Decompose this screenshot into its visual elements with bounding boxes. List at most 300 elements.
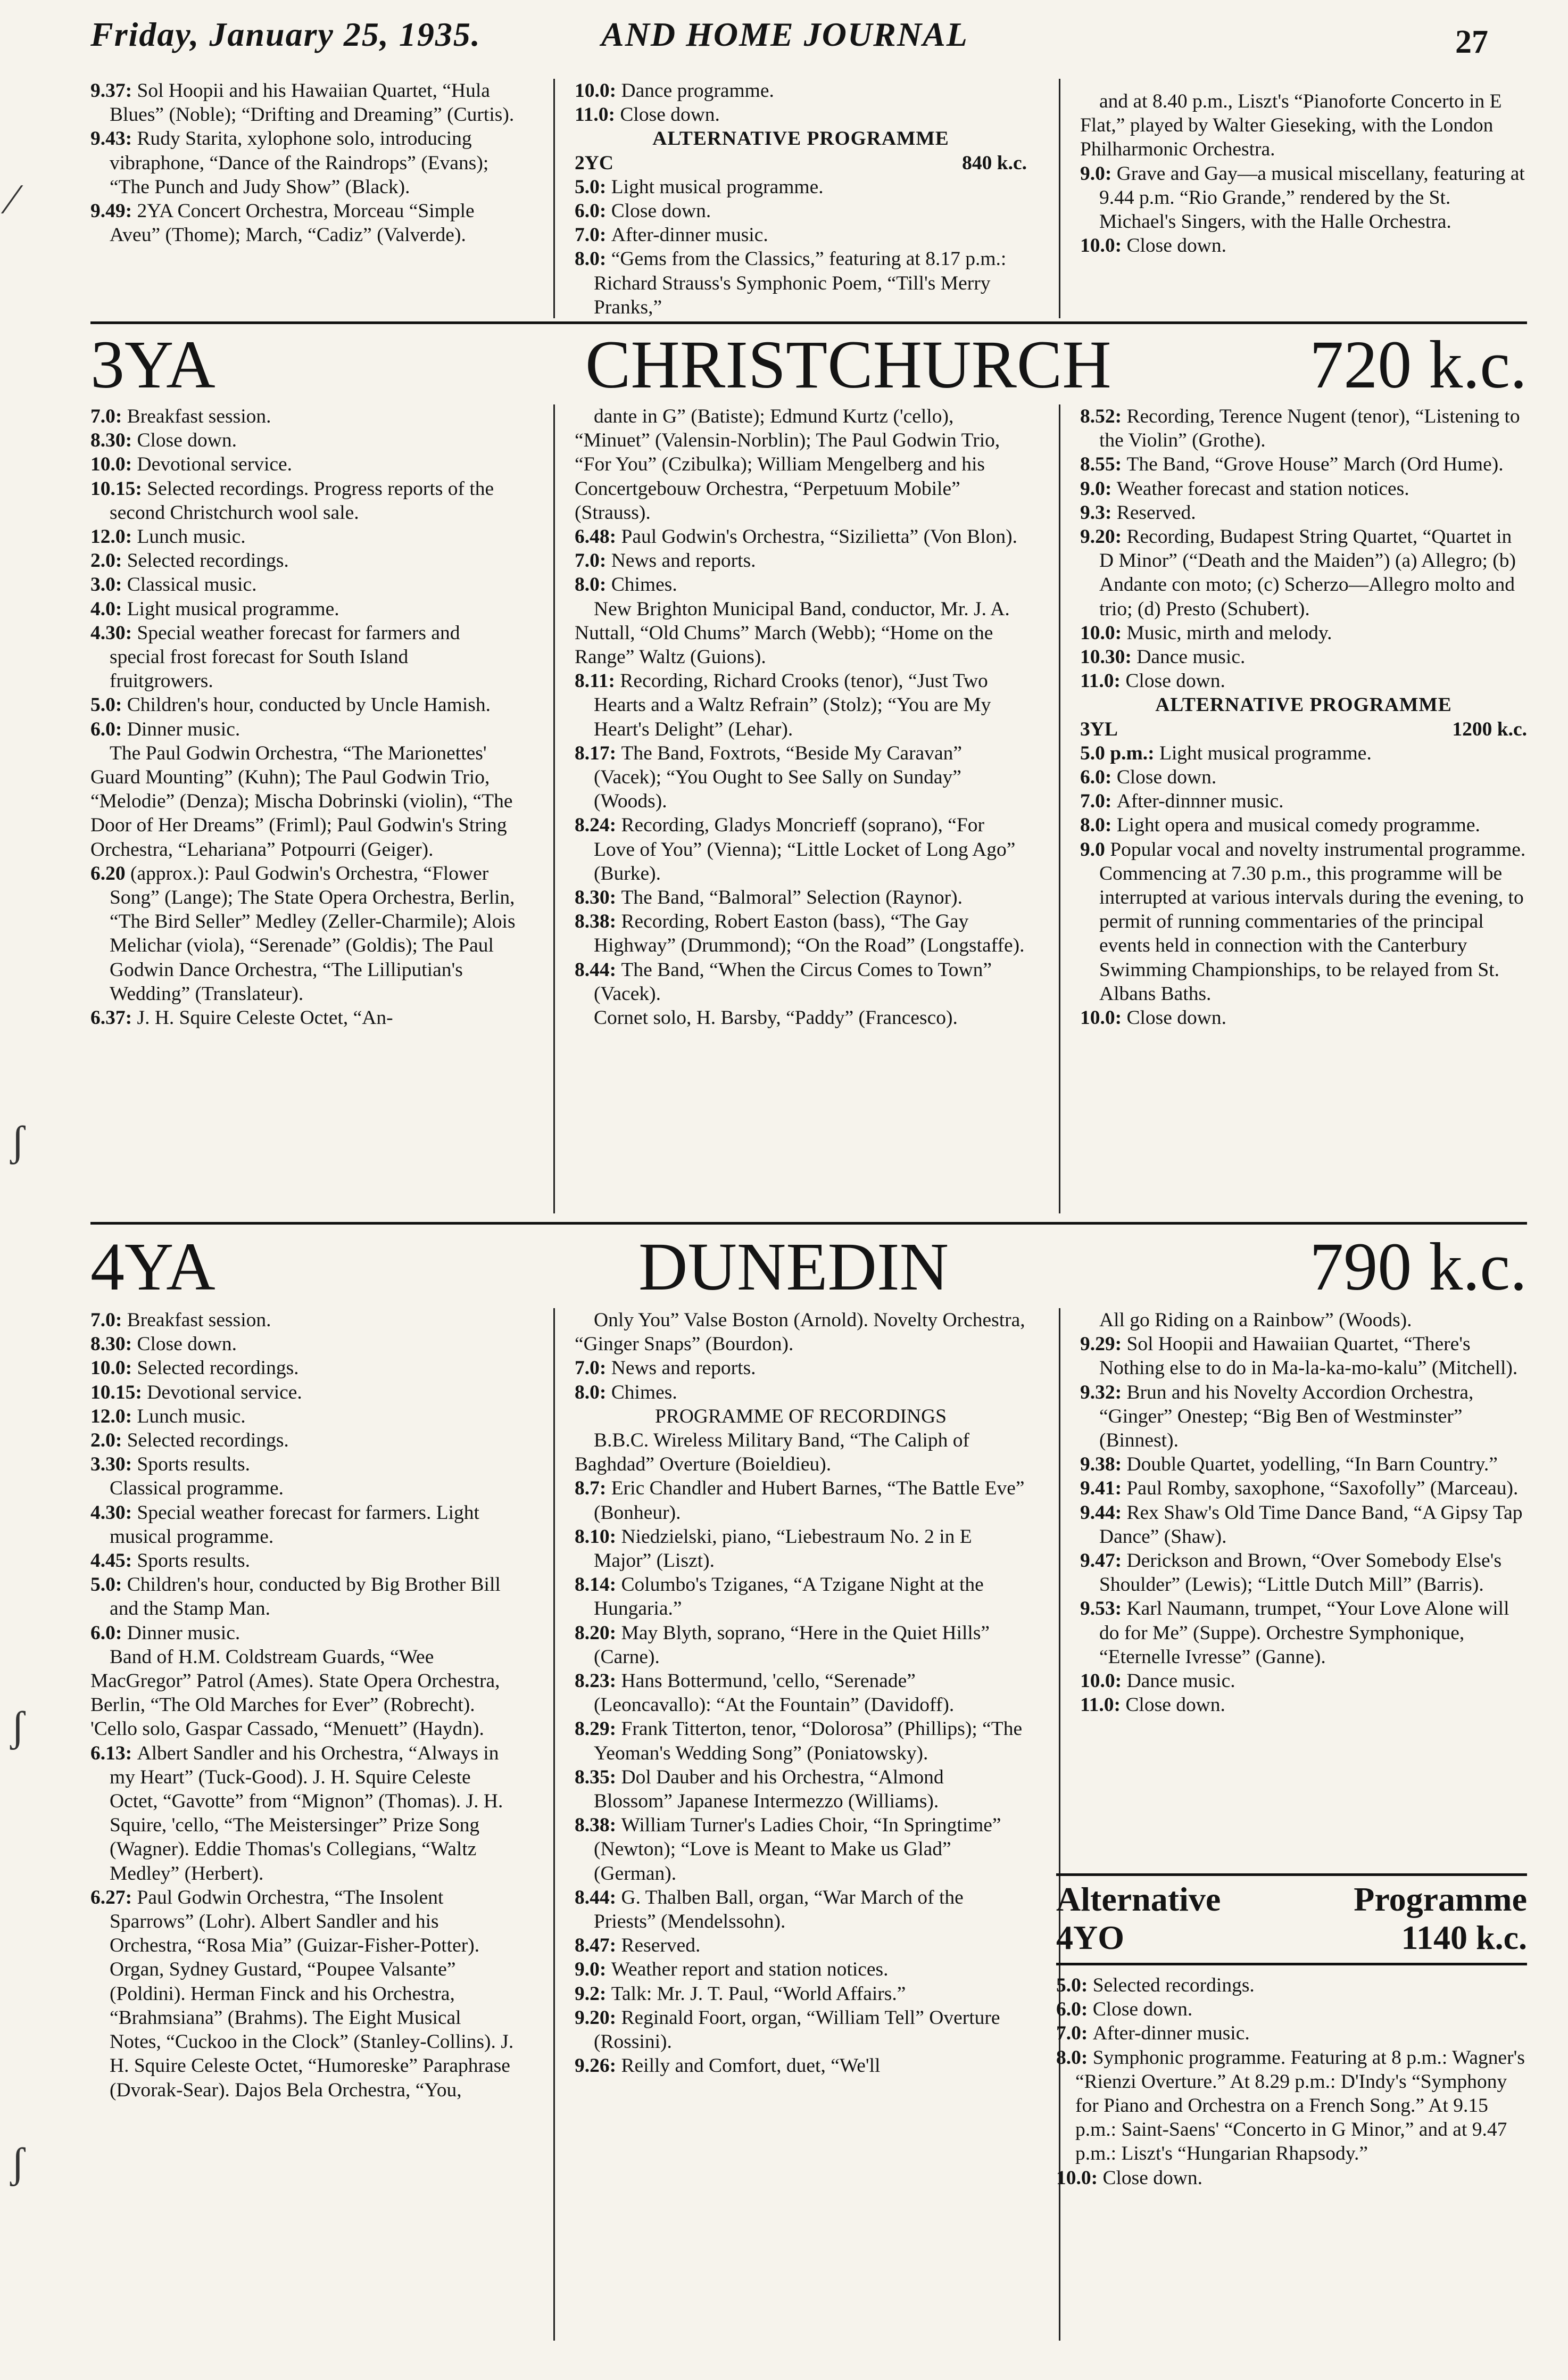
entry-text: Brun and his Novelty Accordion Orchestra, “Ginger” Onestep; “Big Ben of Westminster” (Binnest). bbox=[1099, 1381, 1474, 1452]
programme-entry bbox=[90, 549, 516, 573]
header-journal: AND HOME JOURNAL bbox=[601, 15, 968, 53]
entry-time: 3.30: bbox=[90, 1453, 137, 1476]
entry-text: Special weather forecast for farmers and special frost forecast for South Island fruitgrowers. bbox=[110, 622, 460, 692]
programme-entry bbox=[90, 1332, 516, 1356]
entry-time: 8.30: bbox=[90, 429, 137, 452]
programme-entry bbox=[1080, 1669, 1527, 1693]
entry-time: 9.0 bbox=[1080, 838, 1110, 861]
entry-text: The Band, “Grove House” March (Ord Hume). bbox=[1126, 453, 1504, 476]
entry-text: Children's hour, conducted by Big Brother Bill and the Stamp Man. bbox=[110, 1574, 501, 1620]
programme-entry bbox=[1080, 1381, 1527, 1453]
programme-entry bbox=[1080, 452, 1527, 476]
programme-entry bbox=[90, 199, 516, 247]
entry-time: 9.47: bbox=[1080, 1550, 1127, 1572]
entry-time: 10.0: bbox=[1080, 1007, 1127, 1029]
programme-entry bbox=[575, 1381, 1027, 1404]
entry-time: 4.45: bbox=[90, 1550, 137, 1572]
alt-frequency: 1140 k.c. bbox=[1401, 1919, 1527, 1956]
programme-entry bbox=[575, 1886, 1027, 1933]
page-header bbox=[90, 15, 1495, 63]
programme-entry bbox=[1080, 525, 1527, 621]
entry-text: Karl Naumann, trumpet, “Your Love Alone will do for Me” (Suppe). Orchestre Symphonique, “Eternelle Ivresse” (Ganne). bbox=[1099, 1598, 1509, 1668]
programme-entry bbox=[90, 862, 516, 1006]
programme-entry bbox=[90, 1404, 516, 1428]
station-frequency: 720 k.c. bbox=[1309, 327, 1527, 402]
programme-entry bbox=[90, 1549, 516, 1573]
station-call: 4YA bbox=[90, 1229, 215, 1304]
entry-text: Chimes. bbox=[611, 1381, 677, 1403]
margin-mark: ⁄ bbox=[9, 176, 16, 223]
programme-entry bbox=[575, 1006, 1027, 1030]
entry-text: Sports results. bbox=[137, 1453, 251, 1476]
entry-time: 4.30: bbox=[90, 1501, 137, 1524]
entry-text: Chimes. bbox=[611, 574, 677, 596]
4ya-col3 bbox=[1080, 1308, 1527, 1717]
programme-entry bbox=[575, 1573, 1027, 1621]
entry-time: 4.0: bbox=[90, 598, 127, 620]
programme-entry bbox=[90, 452, 516, 476]
top-col3 bbox=[1080, 89, 1527, 258]
station-city: CHRISTCHURCH bbox=[585, 327, 1111, 402]
entry-text: Classical music. bbox=[127, 574, 257, 596]
programme-entry bbox=[1080, 1476, 1527, 1500]
entry-time: 8.14: bbox=[575, 1574, 621, 1596]
entry-time: 8.55: bbox=[1080, 453, 1127, 476]
entry-text: Reserved. bbox=[1116, 501, 1196, 524]
entry-text: Selected recordings. bbox=[137, 1357, 299, 1379]
station-frequency: 790 k.c. bbox=[1309, 1229, 1527, 1304]
entry-text: Devotional service. bbox=[137, 453, 293, 476]
programme-entry bbox=[575, 549, 1027, 573]
programme-entry bbox=[90, 693, 516, 717]
entry-text: The Band, “When the Circus Comes to Town” (Vacek). bbox=[594, 958, 992, 1005]
entry-time: 6.48: bbox=[575, 526, 621, 548]
entry-text: Selected recordings. bbox=[127, 1429, 289, 1452]
entry-text: Band of H.M. Coldstream Guards, “Wee MacGregor” Patrol (Ames). State Opera Orchestra, Berlin, “The Old Marches for Ever” (Robrecht). 'Cello solo, Gaspar Cassado, “Menuett” (Haydn). bbox=[90, 1646, 500, 1740]
entry-time: 8.24: bbox=[575, 814, 621, 837]
programme-entry bbox=[575, 1621, 1027, 1669]
programme-entry bbox=[1080, 1549, 1527, 1597]
entry-time: 8.23: bbox=[575, 1670, 621, 1692]
alt-station: 4YO bbox=[1056, 1919, 1124, 1956]
programme-entry bbox=[90, 1621, 516, 1645]
programme-entry bbox=[1080, 89, 1527, 162]
programme-entry bbox=[575, 404, 1027, 525]
entry-time: 12.0: bbox=[90, 1405, 137, 1427]
programme-entry bbox=[575, 886, 1027, 910]
programme-entry bbox=[1080, 741, 1527, 765]
entry-text: Close down. bbox=[620, 104, 720, 126]
top-col1 bbox=[90, 79, 516, 247]
programme-entry bbox=[1080, 765, 1527, 789]
3ya-col1 bbox=[90, 404, 516, 1030]
3ya-col2 bbox=[575, 404, 1027, 1030]
entry-text: Reilly and Comfort, duet, “We'll bbox=[621, 2055, 881, 2077]
entry-time: 10.0: bbox=[1056, 2167, 1103, 2189]
margin-mark: ʃ bbox=[11, 1118, 25, 1165]
entry-time: 8.30: bbox=[575, 887, 621, 909]
entry-text: Devotional service. bbox=[147, 1381, 302, 1403]
entry-time: 6.0: bbox=[1056, 1998, 1093, 2021]
entry-text: PROGRAMME OF RECORDINGS bbox=[654, 1405, 947, 1427]
entry-text: William Turner's Ladies Choir, “In Springtime” (Newton); “Love is Meant to Make us Glad” (German). bbox=[594, 1814, 1001, 1885]
entry-time: 8.0: bbox=[575, 574, 611, 596]
programme-entry bbox=[1080, 1452, 1527, 1476]
entry-text: Close down. bbox=[611, 200, 711, 222]
section-subheading bbox=[575, 1404, 1027, 1428]
entry-text: Dance programme. bbox=[621, 80, 774, 102]
programme-entry bbox=[90, 1476, 516, 1500]
entry-time: 7.0: bbox=[90, 1309, 127, 1331]
entry-text: Sol Hoopii and his Hawaiian Quartet, “Hula Blues” (Noble); “Drifting and Dreaming” (Curtis). bbox=[110, 80, 515, 126]
entry-time: 10.0: bbox=[1080, 622, 1127, 644]
entry-text: Reserved. bbox=[621, 1935, 701, 1957]
entry-text: News and reports. bbox=[611, 550, 756, 572]
entry-text: Talk: Mr. J. T. Paul, “World Affairs.” bbox=[611, 1982, 906, 2005]
programme-entry bbox=[575, 1428, 1027, 1476]
entry-text: Music, mirth and melody. bbox=[1126, 622, 1332, 644]
column-rule bbox=[553, 79, 555, 318]
entry-time: 8.17: bbox=[575, 742, 621, 764]
programme-entry bbox=[575, 1933, 1027, 1957]
entry-text: Niedzielski, piano, “Liebestraum No. 2 in E Major” (Liszt). bbox=[594, 1525, 972, 1572]
programme-entry bbox=[90, 1573, 516, 1621]
programme-entry bbox=[1080, 162, 1527, 234]
entry-time: 7.0: bbox=[575, 224, 611, 246]
entry-time: 11.0: bbox=[1080, 1694, 1126, 1716]
entry-text: dante in G” (Batiste); Edmund Kurtz ('cello), “Minuet” (Valensin-Norblin); The Paul Godwin Trio, “For You” (Czibulka); William Mengelberg and his Concertgebouw Orchestra, “Perpetuum Mobile” (Strauss). bbox=[575, 406, 1000, 524]
margin-mark: ʃ bbox=[11, 1704, 25, 1750]
entry-text: and at 8.40 p.m., Liszt's “Pianoforte Concerto in E Flat,” played by Walter Gieseking, with the London Philharmonic Orchestra. bbox=[1080, 90, 1502, 161]
entry-time: 9.0: bbox=[1080, 477, 1117, 500]
entry-time: 10.0: bbox=[1080, 235, 1127, 257]
entry-time: 8.20: bbox=[575, 1622, 621, 1644]
entry-text: Columbo's Tziganes, “A Tzigane Night at the Hungaria.” bbox=[594, 1574, 984, 1620]
programme-entry bbox=[575, 223, 1027, 247]
entry-time: 9.0: bbox=[1080, 162, 1117, 185]
alt-station-frequency: 840 k.c. bbox=[962, 152, 1027, 174]
entry-text: Close down. bbox=[137, 429, 237, 452]
entry-time: 8.44: bbox=[575, 958, 621, 981]
entry-time: 6.0: bbox=[90, 718, 127, 740]
entry-text: Derickson and Brown, “Over Somebody Else's Shoulder” (Lewis); “Little Dutch Mill” (Barris). bbox=[1099, 1550, 1502, 1596]
programme-entry bbox=[575, 1356, 1027, 1380]
programme-entry bbox=[1080, 1597, 1527, 1669]
alt-station-frequency: 1200 k.c. bbox=[1452, 718, 1527, 740]
programme-entry bbox=[575, 2054, 1027, 2078]
entry-time: 9.3: bbox=[1080, 501, 1117, 524]
programme-entry bbox=[1080, 1501, 1527, 1549]
programme-entry bbox=[1056, 1973, 1527, 1997]
entry-time: 7.0: bbox=[575, 550, 611, 572]
programme-entry bbox=[575, 813, 1027, 886]
entry-time: 6.27: bbox=[90, 1886, 137, 1908]
entry-text: 2YA Concert Orchestra, Morceau “Simple Aveu” (Thome); March, “Cadiz” (Valverde). bbox=[110, 200, 475, 246]
entry-time: 7.0: bbox=[575, 1357, 611, 1379]
entry-text: News and reports. bbox=[611, 1357, 756, 1379]
entry-text: (approx.): Paul Godwin's Orchestra, “Flower Song” (Lange); The State Opera Orchestra, Berlin, “The Bird Seller” Medley (Zeller-Charmile); Alois Melichar (viola), “Serenade” (Goldis); The Paul Godwin Dance Orchestra, “The Lilliputian's Wedding” (Translateur). bbox=[110, 862, 516, 1005]
station-call: 3YA bbox=[90, 327, 215, 402]
programme-entry bbox=[575, 1525, 1027, 1573]
entry-time: 9.0: bbox=[575, 1958, 611, 1981]
entry-text: ALTERNATIVE PROGRAMME bbox=[1155, 694, 1452, 716]
station-frequency-row bbox=[1080, 717, 1527, 741]
entry-text: After-dinnner music. bbox=[1116, 790, 1284, 813]
station-city: DUNEDIN bbox=[638, 1229, 949, 1304]
programme-entry bbox=[90, 1006, 516, 1030]
entry-text: After-dinner music. bbox=[611, 224, 768, 246]
entry-text: All go Riding on a Rainbow” (Woods). bbox=[1099, 1309, 1412, 1331]
entry-text: Children's hour, conducted by Uncle Hamish. bbox=[127, 694, 491, 716]
4yo-col bbox=[1056, 1973, 1527, 2190]
programme-entry bbox=[575, 525, 1027, 549]
entry-time: 9.37: bbox=[90, 80, 137, 102]
entry-time: 5.0: bbox=[575, 176, 611, 198]
station-frequency-row bbox=[575, 151, 1027, 175]
entry-time: 9.38: bbox=[1080, 1453, 1127, 1476]
alt-title-right: Programme bbox=[1354, 1880, 1527, 1918]
programme-entry bbox=[1056, 2166, 1527, 2190]
entry-text: ALTERNATIVE PROGRAMME bbox=[652, 128, 949, 150]
entry-text: Cornet solo, H. Barsby, “Paddy” (Francesco). bbox=[594, 1007, 958, 1029]
entry-time: 2.0: bbox=[90, 1429, 127, 1452]
entry-text: Symphonic programme. Featuring at 8 p.m.: Wagner's “Rienzi Overture.” At 8.29 p.m.: D'Indy's “Symphony for Piano and Orchestra on a French Song.” At 9.15 p.m.: Saint-Saens' “Concerto in G Minor,” and at 9.47 p.m.: Liszt's “Hungarian Rhapsody.” bbox=[1075, 2046, 1525, 2165]
programme-entry bbox=[90, 428, 516, 452]
alt-box-rule-top bbox=[1056, 1873, 1527, 1876]
programme-entry bbox=[575, 1765, 1027, 1813]
programme-entry bbox=[575, 1476, 1027, 1524]
programme-entry bbox=[90, 741, 516, 862]
entry-text: Light musical programme. bbox=[1159, 742, 1372, 764]
programme-entry bbox=[1080, 789, 1527, 813]
programme-entry bbox=[90, 404, 516, 428]
entry-time: 5.0 p.m.: bbox=[1080, 742, 1159, 764]
entry-time: 6.0: bbox=[90, 1622, 127, 1644]
programme-entry bbox=[1080, 1308, 1527, 1332]
entry-time: 6.0: bbox=[575, 200, 611, 222]
entry-text: Dance music. bbox=[1126, 1670, 1235, 1692]
alt-station-call: 2YC bbox=[575, 152, 613, 174]
entry-text: Paul Godwin's Orchestra, “Sizilietta” (Von Blon). bbox=[621, 526, 1017, 548]
programme-entry bbox=[575, 1669, 1027, 1717]
entry-text: Recording, Budapest String Quartet, “Quartet in D Minor” (“Death and the Maiden”) (a) Allegro; (b) Andante con moto; (c) Scherzo—Allegro molto and trio; (d) Presto (Schubert). bbox=[1099, 526, 1516, 620]
section-rule bbox=[90, 1222, 1527, 1225]
entry-time: 8.30: bbox=[90, 1333, 137, 1356]
entry-time: 8.38: bbox=[575, 911, 621, 933]
entry-text: Classical programme. bbox=[110, 1477, 284, 1500]
entry-text: Light musical programme. bbox=[127, 598, 339, 620]
entry-text: Lunch music. bbox=[137, 1405, 246, 1427]
entry-text: Paul Godwin Orchestra, “The Insolent Sparrows” (Lohr). Albert Sandler and his Orchestra, “Rosa Mia” (Guizar-Fisher-Potter). Organ, Sydney Gustard, “Poupee Valsante” (Poldini). Herman Finck and his Orchestra, “Brahmsiana” (Brahms). The Eight Musical Notes, “Cuckoo in the Clock” (Stanley-Collins). J. H. Squire Celeste Octet, “Humoreske” Paraphrase (Dvorak-Sear). Dajos Bela Orchestra, “You, bbox=[110, 1886, 514, 2101]
entry-text: B.B.C. Wireless Military Band, “The Caliph of Baghdad” Overture (Boieldieu). bbox=[575, 1429, 970, 1476]
entry-text: Recording, Robert Easton (bass), “The Gay Highway” (Drummond); “On the Road” (Longstaffe). bbox=[594, 911, 1025, 957]
entry-time: 5.0: bbox=[90, 694, 127, 716]
entry-text: Frank Titterton, tenor, “Dolorosa” (Phillips); “The Yeoman's Wedding Song” (Poniatowsky). bbox=[594, 1718, 1023, 1764]
entry-time: 9.2: bbox=[575, 1982, 611, 2005]
4ya-col2 bbox=[575, 1308, 1027, 2078]
programme-entry bbox=[90, 621, 516, 693]
column-rule bbox=[553, 404, 555, 1213]
programme-entry bbox=[90, 1428, 516, 1452]
entry-text: Light opera and musical comedy programme. bbox=[1116, 814, 1480, 837]
programme-entry bbox=[575, 79, 1027, 103]
entry-text: Close down. bbox=[1126, 235, 1226, 257]
programme-entry bbox=[1080, 813, 1527, 837]
entry-text: Close down. bbox=[1092, 1998, 1193, 2021]
programme-entry bbox=[575, 1308, 1027, 1356]
entry-time: 4.30: bbox=[90, 622, 137, 644]
programme-entry bbox=[575, 573, 1027, 597]
entry-text: Lunch music. bbox=[137, 526, 246, 548]
entry-time: 10.30: bbox=[1080, 646, 1137, 668]
entry-time: 8.0: bbox=[1056, 2046, 1093, 2069]
entry-time: 7.0: bbox=[1056, 2022, 1093, 2045]
entry-time: 10.0: bbox=[575, 80, 621, 102]
section-subheading bbox=[575, 127, 1027, 151]
entry-text: The Paul Godwin Orchestra, “The Marionettes' Guard Mounting” (Kuhn); The Paul Godwin Trio, “Melodie” (Denza); Mischa Dobrinski (violin), “The Door of Her Dreams” (Friml); Paul Godwin's String Orchestra, “Lehariana” Potpourri (Geiger). bbox=[90, 742, 513, 861]
entry-text: Double Quartet, yodelling, “In Barn Country.” bbox=[1126, 1453, 1498, 1476]
station-banner-3ya bbox=[90, 327, 1527, 402]
entry-text: G. Thalben Ball, organ, “War March of the Priests” (Mendelssohn). bbox=[594, 1886, 964, 1933]
entry-time: 8.7: bbox=[575, 1477, 611, 1500]
programme-entry bbox=[1080, 1693, 1527, 1717]
programme-entry bbox=[90, 573, 516, 597]
programme-entry bbox=[1080, 404, 1527, 452]
entry-text: Selected recordings. Progress reports of the second Christchurch wool sale. bbox=[110, 477, 494, 524]
entry-time: 9.49: bbox=[90, 200, 137, 222]
entry-time: 10.0: bbox=[1080, 1670, 1127, 1692]
entry-time: 8.38: bbox=[575, 1814, 621, 1837]
station-banner-4ya bbox=[90, 1229, 1527, 1304]
entry-text: Sports results. bbox=[137, 1550, 251, 1572]
entry-text: Selected recordings. bbox=[127, 550, 289, 572]
entry-time: 2.0: bbox=[90, 550, 127, 572]
programme-entry bbox=[90, 1501, 516, 1549]
entry-text: J. H. Squire Celeste Octet, “An- bbox=[137, 1007, 393, 1029]
alt-title-left: Alternative bbox=[1056, 1880, 1221, 1918]
programme-entry bbox=[1056, 1997, 1527, 2021]
entry-time: 7.0: bbox=[1080, 790, 1117, 813]
entry-time: 8.0: bbox=[575, 248, 611, 270]
entry-time: 8.10: bbox=[575, 1525, 621, 1548]
programme-entry bbox=[575, 199, 1027, 223]
programme-entry bbox=[90, 1645, 516, 1741]
entry-text: Close down. bbox=[1102, 2167, 1202, 2189]
entry-text: Close down. bbox=[1126, 1007, 1226, 1029]
programme-entry bbox=[90, 1741, 516, 1886]
entry-time: 9.20: bbox=[1080, 526, 1127, 548]
entry-text: Recording, Terence Nugent (tenor), “Listening to the Violin” (Grothe). bbox=[1099, 406, 1520, 452]
entry-text: The Band, “Balmoral” Selection (Raynor). bbox=[621, 887, 963, 909]
programme-entry bbox=[1056, 2046, 1527, 2166]
programme-entry bbox=[575, 741, 1027, 814]
entry-text: Dance music. bbox=[1136, 646, 1246, 668]
programme-entry bbox=[1080, 645, 1527, 669]
entry-text: After-dinner music. bbox=[1092, 2022, 1250, 2045]
column-rule bbox=[1059, 79, 1060, 318]
programme-entry bbox=[575, 247, 1027, 319]
entry-text: “Gems from the Classics,” featuring at 8.17 p.m.: Richard Strauss's Symphonic Poem, “Till's Merry Pranks,” bbox=[594, 248, 1007, 318]
entry-text: Reginald Foort, organ, “William Tell” Overture (Rossini). bbox=[594, 2006, 1000, 2053]
programme-entry bbox=[90, 477, 516, 525]
programme-entry bbox=[575, 1982, 1027, 2006]
programme-entry bbox=[90, 1308, 516, 1332]
entry-time: 5.0: bbox=[90, 1574, 127, 1596]
programme-entry bbox=[575, 1957, 1027, 1981]
entry-time: 10.0: bbox=[90, 453, 137, 476]
entry-text: The Band, Foxtrots, “Beside My Caravan” (Vacek); “You Ought to See Sally on Sunday” (Woods). bbox=[594, 742, 962, 813]
entry-text: Dinner music. bbox=[127, 1622, 240, 1644]
alt-box-rule-bottom bbox=[1056, 1963, 1527, 1965]
entry-text: Rudy Starita, xylophone solo, introducing vibraphone, “Dance of the Raindrops” (Evans); “The Punch and Judy Show” (Black). bbox=[110, 128, 489, 198]
programme-entry bbox=[90, 1356, 516, 1380]
entry-time: 9.29: bbox=[1080, 1333, 1127, 1356]
programme-entry bbox=[1080, 1332, 1527, 1380]
programme-entry bbox=[575, 669, 1027, 741]
entry-time: 8.47: bbox=[575, 1935, 621, 1957]
entry-text: Dol Dauber and his Orchestra, “Almond Blossom” Japanese Intermezzo (Williams). bbox=[594, 1766, 944, 1813]
programme-entry bbox=[90, 717, 516, 741]
entry-time: 9.26: bbox=[575, 2055, 621, 2077]
programme-entry bbox=[1080, 234, 1527, 258]
programme-entry bbox=[1080, 669, 1527, 693]
entry-time: 9.53: bbox=[1080, 1598, 1127, 1620]
entry-time: 12.0: bbox=[90, 526, 137, 548]
margin-mark: ʃ bbox=[11, 2140, 25, 2187]
section-rule bbox=[90, 321, 1527, 324]
entry-time: 6.13: bbox=[90, 1742, 137, 1764]
programme-entry bbox=[575, 103, 1027, 127]
programme-entry bbox=[90, 79, 516, 127]
entry-text: May Blyth, soprano, “Here in the Quiet Hills” (Carne). bbox=[594, 1622, 990, 1668]
entry-text: Dinner music. bbox=[127, 718, 240, 740]
entry-time: 10.15: bbox=[90, 477, 147, 500]
header-date: Friday, January 25, 1935. bbox=[90, 15, 481, 53]
entry-text: Rex Shaw's Old Time Dance Band, “A Gipsy Tap Dance” (Shaw). bbox=[1099, 1501, 1523, 1548]
entry-text: Weather report and station notices. bbox=[611, 1958, 889, 1981]
entry-text: Weather forecast and station notices. bbox=[1116, 477, 1409, 500]
programme-entry bbox=[90, 525, 516, 549]
entry-text: Close down. bbox=[1125, 670, 1225, 692]
entry-text: Popular vocal and novelty instrumental programme. Commencing at 7.30 p.m., this programme will be interrupted at various intervals during the evening, to permit of running commentaries of the principal events held in connection with the Canterbury Swimming Championships, to be relayed from St. Albans Baths. bbox=[1099, 838, 1526, 1005]
programme-entry bbox=[1080, 501, 1527, 525]
programme-entry bbox=[1080, 477, 1527, 501]
column-rule bbox=[553, 1308, 555, 2341]
programme-entry bbox=[575, 910, 1027, 957]
entry-text: Selected recordings. bbox=[1092, 1974, 1255, 1996]
alt-programme-heading bbox=[1056, 1880, 1527, 1960]
entry-text: Grave and Gay—a musical miscellany, featuring at 9.44 p.m. “Rio Grande,” rendered by the St. Michael's Singers, with the Halle Orchestra. bbox=[1099, 162, 1525, 233]
entry-text: Hans Bottermund, 'cello, “Serenade” (Leoncavallo): “At the Fountain” (Davidoff). bbox=[594, 1670, 955, 1716]
entry-text: Light musical programme. bbox=[611, 176, 824, 198]
entry-time: 8.29: bbox=[575, 1718, 621, 1740]
entry-time: 8.35: bbox=[575, 1766, 621, 1788]
programme-entry bbox=[1080, 838, 1527, 1006]
programme-entry bbox=[1056, 2021, 1527, 2045]
entry-time: 6.37: bbox=[90, 1007, 137, 1029]
entry-time: 7.0: bbox=[90, 406, 127, 427]
entry-time: 9.44: bbox=[1080, 1501, 1127, 1524]
programme-entry bbox=[1080, 1006, 1527, 1030]
entry-text: Only You” Valse Boston (Arnold). Novelty Orchestra, “Ginger Snaps” (Bourdon). bbox=[575, 1309, 1025, 1356]
entry-text: Close down. bbox=[137, 1333, 237, 1356]
entry-text: Breakfast session. bbox=[127, 406, 271, 427]
programme-entry bbox=[90, 1381, 516, 1404]
entry-text: Sol Hoopii and Hawaiian Quartet, “There's Nothing else to do in Ma-la-ka-mo-kalu” (Mitchell). bbox=[1099, 1333, 1518, 1379]
entry-time: 8.0: bbox=[1080, 814, 1117, 837]
top-col2 bbox=[575, 79, 1027, 319]
entry-text: Breakfast session. bbox=[127, 1309, 271, 1331]
